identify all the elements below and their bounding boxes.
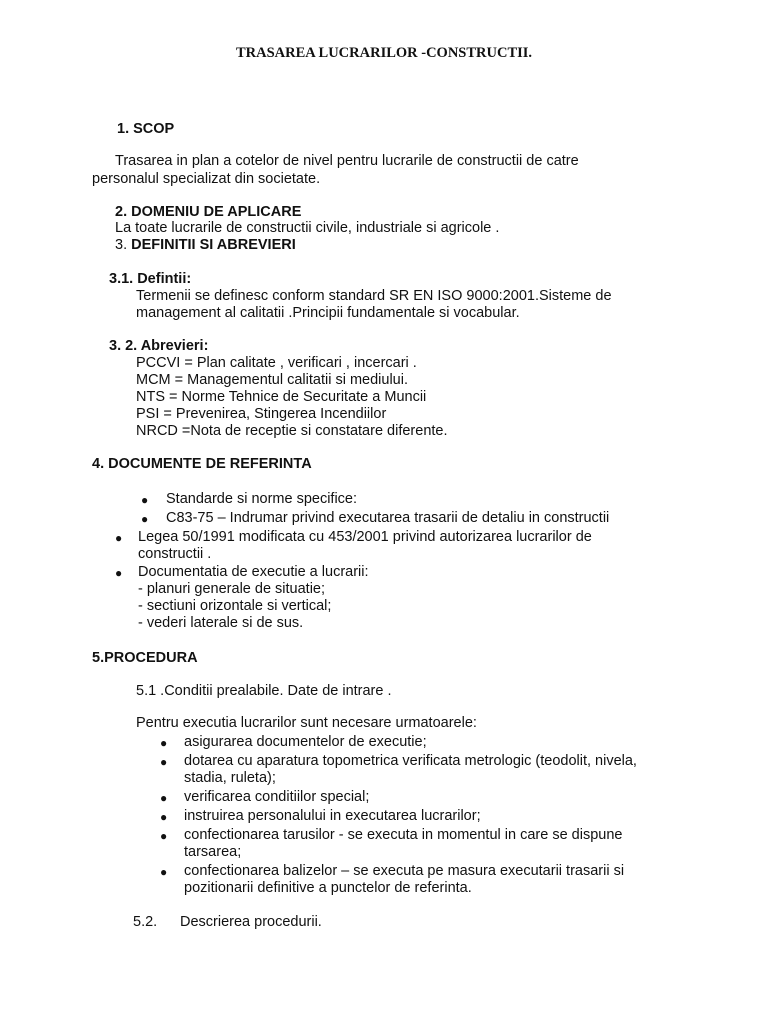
section-1-text-line2: personalul specializat din societate. [92, 171, 321, 187]
requirement-item: asigurarea documentelor de executie; [184, 734, 427, 750]
documentation-subitem: - vederi laterale si de sus. [138, 615, 304, 631]
abbreviation-item: PCCVI = Plan calitate , verificari , incercari . [136, 355, 417, 371]
section-3-heading [115, 237, 296, 254]
abbreviation-item: PSI = Prevenirea, Stingerea Incendiilor [136, 406, 387, 422]
section-3-number: 3. [115, 237, 132, 253]
bullet-icon: ● [160, 829, 168, 843]
bullet-icon: ● [160, 865, 168, 879]
section-3-title: DEFINITII SI ABREVIERI [131, 237, 296, 253]
section-3-2-heading: 3. 2. Abrevieri: [109, 338, 209, 354]
requirement-item-line2: tarsarea; [184, 844, 242, 860]
reference-item: Documentatia de executie a lucrarii: [138, 564, 369, 580]
reference-item: Standarde si norme specifice: [166, 491, 358, 507]
abbreviation-item: MCM = Managementul calitatii si mediului. [136, 372, 408, 388]
section-3-1-text-line2: management al calitatii .Principii fundamentale si vocabular. [136, 305, 520, 321]
section-1-text-line1: Trasarea in plan a cotelor de nivel pentru lucrarile de constructii de catre [115, 153, 579, 169]
requirement-item-line1: dotarea cu aparatura topometrica verificata metrologic (teodolit, nivela, [184, 753, 637, 769]
bullet-icon: ● [141, 512, 149, 526]
requirement-item-line1: confectionarea balizelor – se executa pe masura executarii trasarii si [184, 863, 625, 879]
abbreviation-item: NRCD =Nota de receptie si constatare diferente. [136, 423, 448, 439]
requirement-item-line1: confectionarea tarusilor - se executa in momentul in care se dispune [184, 827, 623, 843]
documentation-subitem: - sectiuni orizontale si vertical; [138, 598, 332, 614]
documentation-subitem: - planuri generale de situatie; [138, 581, 326, 597]
section-5-heading: 5.PROCEDURA [92, 650, 198, 666]
requirement-item-line2: stadia, ruleta); [184, 770, 276, 786]
section-3-1-text-line1: Termenii se definesc conform standard SR EN ISO 9000:2001.Sisteme de [136, 288, 612, 304]
section-5-intro: Pentru executia lucrarilor sunt necesare urmatoarele: [136, 715, 477, 731]
bullet-icon: ● [115, 531, 123, 545]
bullet-icon: ● [115, 566, 123, 580]
section-5-2-title: Descrierea procedurii. [180, 914, 322, 930]
section-3-1-heading: 3.1. Defintii: [109, 271, 192, 287]
bullet-icon: ● [160, 736, 168, 750]
section-2-text: La toate lucrarile de constructii civile, industriale si agricole . [115, 220, 500, 236]
document-title: TRASAREA LUCRARILOR -CONSTRUCTII. [235, 45, 533, 61]
reference-item: C83-75 – Indrumar privind executarea trasarii de detaliu in constructii [166, 510, 610, 526]
section-5-1-heading: 5.1 .Conditii prealabile. Date de intrare . [136, 683, 392, 699]
reference-item-line2: constructii . [138, 546, 212, 562]
section-1-heading: 1. SCOP [117, 121, 175, 137]
requirement-item: instruirea personalului in executarea lucrarilor; [184, 808, 481, 824]
requirement-item: verificarea conditiilor special; [184, 789, 370, 805]
bullet-icon: ● [160, 755, 168, 769]
abbreviation-item: NTS = Norme Tehnice de Securitate a Muncii [136, 389, 427, 405]
section-4-heading: 4. DOCUMENTE DE REFERINTA [92, 456, 312, 472]
requirement-item-line2: pozitionarii definitive a punctelor de referinta. [184, 880, 472, 896]
reference-item-line1: Legea 50/1991 modificata cu 453/2001 privind autorizarea lucrarilor de [138, 529, 592, 545]
section-2-heading: 2. DOMENIU DE APLICARE [115, 204, 302, 220]
bullet-icon: ● [160, 810, 168, 824]
section-5-2-number: 5.2. [133, 914, 158, 930]
bullet-icon: ● [141, 493, 149, 507]
bullet-icon: ● [160, 791, 168, 805]
